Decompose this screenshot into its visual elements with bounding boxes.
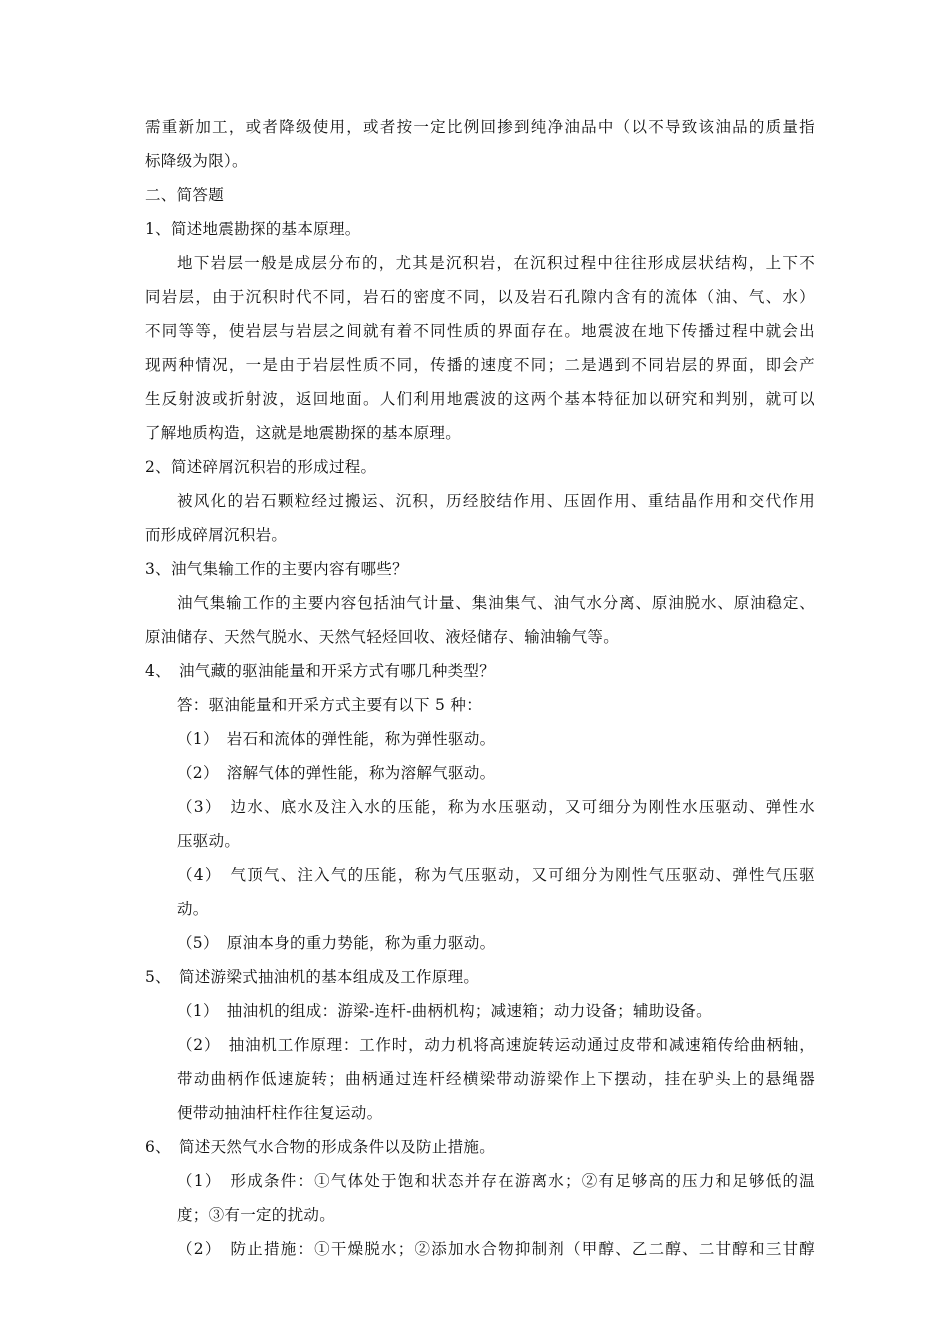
list-item-continuation: 压驱动。	[177, 832, 241, 850]
list-item: （1） 形成条件：①气体处于饱和状态并存在游离水；②有足够高的压力和足够低的温	[177, 1172, 815, 1190]
paragraph-line: 需重新加工，或者降级使用，或者按一定比例回掺到纯净油品中（以不导致该油品的质量指	[145, 118, 815, 136]
list-item: （2） 溶解气体的弹性能，称为溶解气驱动。	[177, 764, 496, 782]
list-item: （5） 原油本身的重力势能，称为重力驱动。	[177, 934, 496, 952]
paragraph-line: 原油储存、天然气脱水、天然气轻烃回收、液烃储存、输油输气等。	[145, 628, 620, 646]
question-heading: 1、简述地震勘探的基本原理。	[145, 220, 361, 238]
paragraph-line: 油气集输工作的主要内容包括油气计量、集油集气、油气水分离、原油脱水、原油稳定、	[177, 594, 815, 612]
list-item: （2） 抽油机工作原理：工作时，动力机将高速旋转运动通过皮带和减速箱传给曲柄轴，	[177, 1036, 815, 1054]
paragraph-line: 被风化的岩石颗粒经过搬运、沉积，历经胶结作用、压固作用、重结晶作用和交代作用	[177, 492, 815, 510]
section-heading: 二、简答题	[145, 186, 225, 204]
list-item: （1） 岩石和流体的弹性能，称为弹性驱动。	[177, 730, 496, 748]
answer-intro: 答：驱油能量和开采方式主要有以下 5 种：	[177, 696, 483, 714]
paragraph-line: 同岩层，由于沉积时代不同，岩石的密度不同，以及岩石孔隙内含有的流体（油、气、水）	[145, 288, 815, 306]
paragraph-line: 了解地质构造，这就是地震勘探的基本原理。	[145, 424, 462, 442]
list-item: （1） 抽油机的组成：游梁-连杆-曲柄机构；减速箱；动力设备；辅助设备。	[177, 1002, 712, 1020]
paragraph-line: 不同等等，使岩层与岩层之间就有着不同性质的界面存在。地震波在地下传播过程中就会出	[145, 322, 815, 340]
question-heading: 2、简述碎屑沉积岩的形成过程。	[145, 458, 377, 476]
paragraph-line: 而形成碎屑沉积岩。	[145, 526, 288, 544]
paragraph-line: 现两种情况，一是由于岩层性质不同，传播的速度不同；二是遇到不同岩层的界面，即会产	[145, 356, 815, 374]
paragraph-line: 地下岩层一般是成层分布的，尤其是沉积岩，在沉积过程中往往形成层状结构，上下不	[177, 254, 815, 272]
paragraph-line: 标降级为限）。	[145, 152, 248, 170]
question-heading: 4、 油气藏的驱油能量和开采方式有哪几种类型？	[145, 662, 496, 680]
list-item-continuation: 动。	[177, 900, 209, 918]
list-item: （4） 气顶气、注入气的压能，称为气压驱动，又可细分为刚性气压驱动、弹性气压驱	[177, 866, 815, 884]
list-item-continuation: 带动曲柄作低速旋转；曲柄通过连杆经横梁带动游梁作上下摆动，挂在驴头上的悬绳器	[177, 1070, 815, 1088]
question-heading: 6、 简述天然气水合物的形成条件以及防止措施。	[145, 1138, 496, 1156]
question-heading: 3、油气集输工作的主要内容有哪些？	[145, 560, 408, 578]
paragraph-line: 生反射波或折射波，返回地面。人们利用地震波的这两个基本特征加以研究和判别，就可以	[145, 390, 815, 408]
list-item-continuation: 度；③有一定的扰动。	[177, 1206, 336, 1224]
list-item: （2） 防止措施：①干燥脱水；②添加水合物抑制剂（甲醇、乙二醇、二甘醇和三甘醇	[177, 1240, 815, 1258]
list-item-continuation: 便带动抽油杆柱作往复运动。	[177, 1104, 383, 1122]
question-heading: 5、 简述游梁式抽油机的基本组成及工作原理。	[145, 968, 480, 986]
list-item: （3） 边水、底水及注入水的压能，称为水压驱动，又可细分为刚性水压驱动、弹性水	[177, 798, 815, 816]
